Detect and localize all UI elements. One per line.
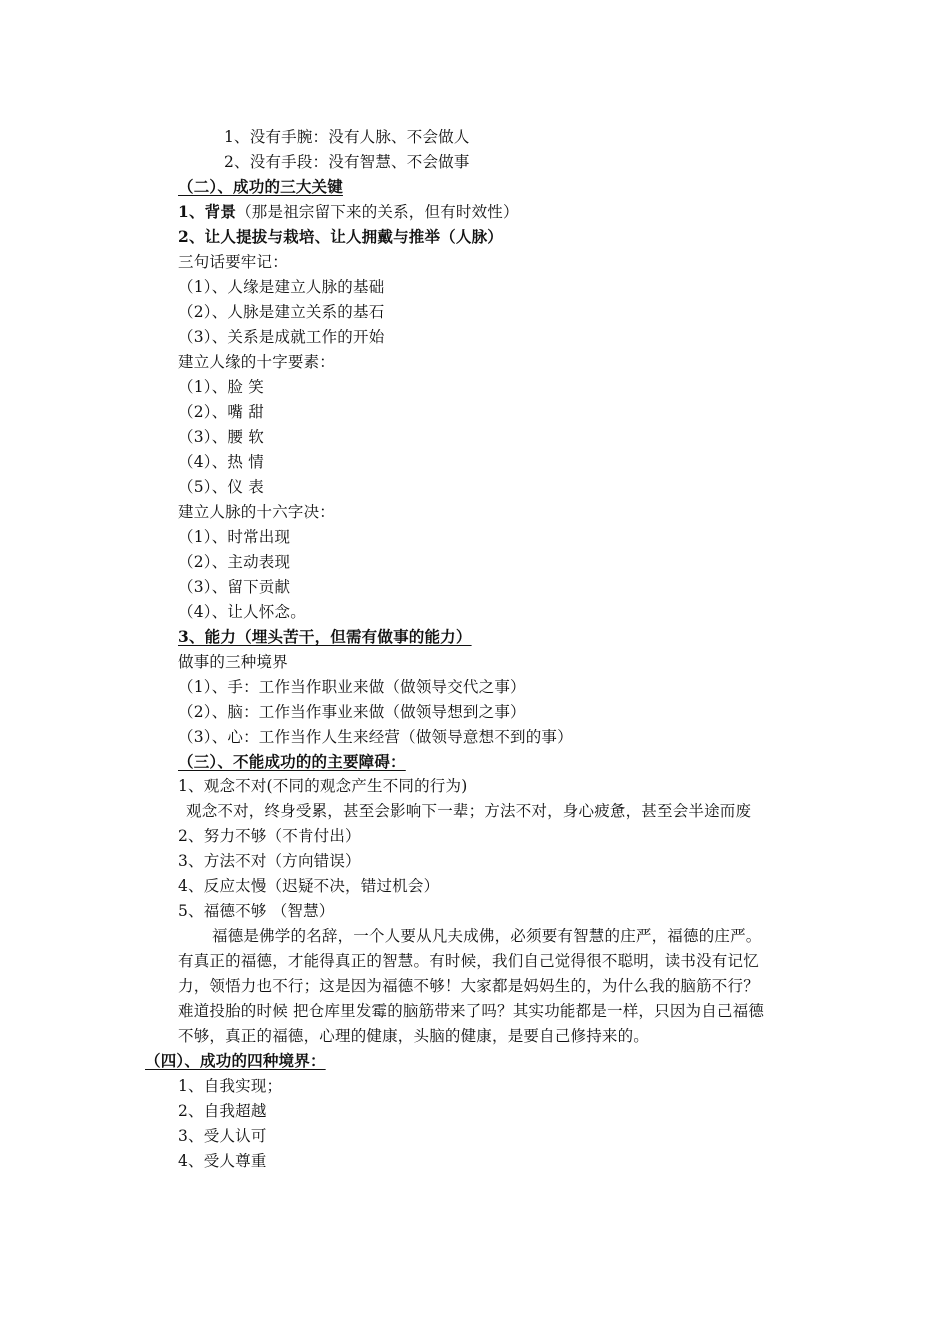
list-item: （3）、心：工作当作人生来经营（做领导意想不到的事） xyxy=(178,728,573,746)
text-line: 1、没有手腕：没有人脉、不会做人 xyxy=(224,128,470,146)
list-item: （4）、让人怀念。 xyxy=(178,603,306,621)
paragraph-line: 力，领悟力也不行；这是因为福德不够！大家都是妈妈生的，为什么我的脑筋不行？ xyxy=(178,977,759,995)
section-heading: （三）、不能成功的的主要障碍： xyxy=(178,752,406,771)
text-line: 观念不对，终身受累，甚至会影响下一辈；方法不对，身心疲惫，甚至会半途而废 xyxy=(186,802,752,820)
text-line xyxy=(178,202,519,222)
text-line: 2、没有手段：没有智慧、不会做事 xyxy=(224,153,470,171)
subheading: 3、能力（埋头苦干，但需有做事的能力） xyxy=(178,627,472,646)
section-heading: （二）、成功的三大关键 xyxy=(178,177,343,196)
list-item: （2）、脑：工作当作事业来做（做领导想到之事） xyxy=(178,703,526,721)
text-line: 三句话要牢记： xyxy=(178,253,288,271)
text-line: 建立人脉的十六字决： xyxy=(178,503,336,521)
line-text: （那是祖宗留下来的关系，但有时效性） xyxy=(236,203,519,221)
list-item: （1）、脸 笑 xyxy=(178,378,264,396)
subheading: 2、让人提拔与栽培、让人拥戴与推举（人脉） xyxy=(178,227,503,246)
list-item: （3）、腰 软 xyxy=(178,428,264,446)
list-item: （1）、人缘是建立人脉的基础 xyxy=(178,278,385,296)
list-item: 3、方法不对（方向错误） xyxy=(178,852,361,870)
list-item: 4、反应太慢（迟疑不决，错过机会） xyxy=(178,877,440,895)
list-item: （2）、嘴 甜 xyxy=(178,403,264,421)
list-item: （3）、留下贡献 xyxy=(178,578,291,596)
list-item: （3）、关系是成就工作的开始 xyxy=(178,328,385,346)
text-line: 建立人缘的十字要素： xyxy=(178,353,336,371)
list-item: 2、努力不够（不肯付出） xyxy=(178,827,361,845)
paragraph-line: 有真正的福德，才能得真正的智慧。有时候，我们自己觉得很不聪明，读书没有记忆 xyxy=(178,952,759,970)
list-item: （5）、仪 表 xyxy=(178,478,264,496)
paragraph-line: 不够，真正的福德，心理的健康，头脑的健康，是要自己修持来的。 xyxy=(178,1027,650,1045)
bold-label: 1、背景 xyxy=(178,202,237,221)
paragraph-line: 难道投胎的时候 把仓库里发霉的脑筋带来了吗？其实功能都是一样，只因为自己福德 xyxy=(178,1002,765,1020)
section-heading: （四）、成功的四种境界： xyxy=(145,1051,326,1070)
list-item: 5、福德不够 （智慧） xyxy=(178,902,335,920)
list-item: （4）、热 情 xyxy=(178,453,264,471)
list-item: 1、自我实现； xyxy=(178,1077,283,1095)
list-item: （2）、主动表现 xyxy=(178,553,291,571)
list-item: （1）、时常出现 xyxy=(178,528,291,546)
list-item: （1）、手：工作当作职业来做（做领导交代之事） xyxy=(178,678,526,696)
list-item: 1、观念不对(不同的观念产生不同的行为) xyxy=(178,777,468,795)
paragraph-line: 福德是佛学的名辞，一个人要从凡夫成佛，必须要有智慧的庄严，福德的庄严。 xyxy=(212,927,762,945)
list-item: 3、受人认可 xyxy=(178,1127,267,1145)
text-line: 做事的三种境界 xyxy=(178,653,288,671)
list-item: 4、受人尊重 xyxy=(178,1152,267,1170)
list-item: （2）、人脉是建立关系的基石 xyxy=(178,303,385,321)
list-item: 2、自我超越 xyxy=(178,1102,267,1120)
